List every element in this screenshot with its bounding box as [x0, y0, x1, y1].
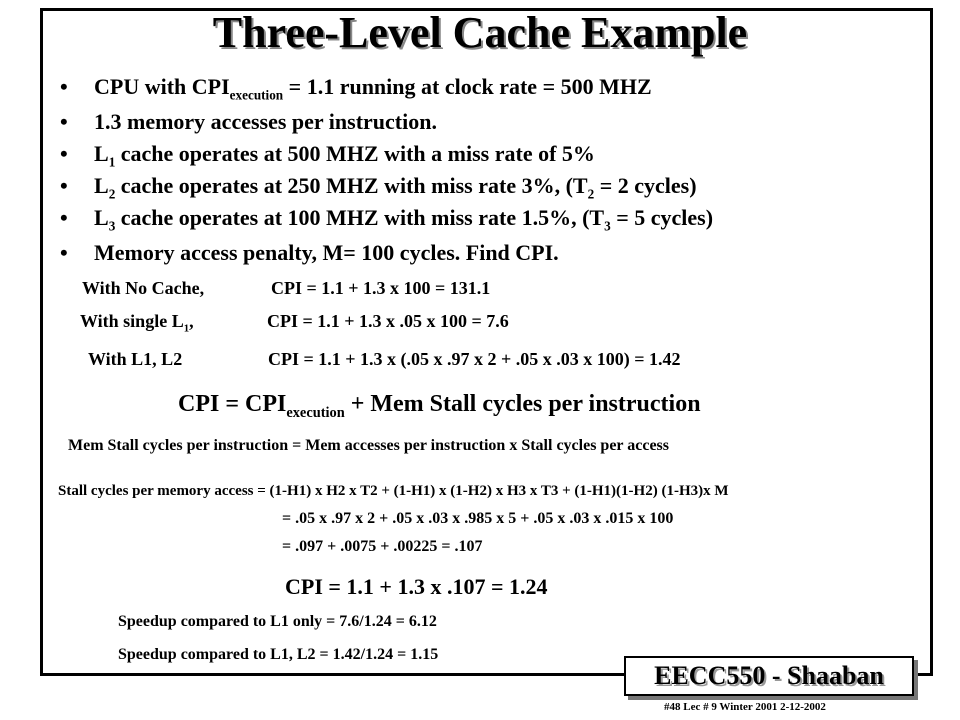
- speedup-l1-l2: Speedup compared to L1, L2 = 1.42/1.24 = 1.15: [118, 646, 439, 663]
- final-cpi: CPI = 1.1 + 1.3 x .107 = 1.24: [285, 574, 548, 599]
- no-cache-label: With No Cache,: [82, 278, 205, 298]
- bullet-l3: • $L_3$ cache operates at 100 MHZ with miss rate 1.5%, ($T_3 = 5$ cycles): [60, 205, 714, 234]
- stall-cycles-formula: Stall cycles per memory access = (1-H1) x H2 x T2 + (1-H1) x (1-H2) x H3 x T3 + (1-H1)(1-H2) (1-H3)x M: [58, 483, 729, 499]
- cpi-formula: CPI = $CPI_{execution}$ + Mem Stall cycles per instruction: [178, 391, 701, 421]
- course-badge: EECC550 - Shaaban: [624, 656, 914, 696]
- stall-cycles-values: = .05 x .97 x 2 + .05 x .03 x .985 x 5 + .05 x .03 x .015 x 100: [282, 510, 674, 527]
- speedup-l1-only: Speedup compared to L1 only = 7.6/1.24 = 6.12: [118, 613, 437, 630]
- stall-cycles-result: = .097 + .0075 + .00225 = .107: [282, 538, 483, 555]
- bullet-mem-accesses: • 1.3 memory accesses per instruction.: [60, 109, 437, 134]
- mem-stall-formula: Mem Stall cycles per instruction = Mem accesses per instruction x Stall cycles per access: [68, 437, 669, 454]
- single-l1-expr: CPI = 1.1 + 1.3 x .05 x 100 = 7.6: [267, 311, 509, 331]
- l1-l2-expr: CPI = 1.1 + 1.3 x (.05 x .97 x 2 + .05 x .03 x 100) = 1.42: [268, 349, 681, 369]
- bullet-memory-penalty: • Memory access penalty, M= 100 cycles. Find CPI.: [60, 240, 559, 265]
- bullet-l2: • $L_2$ cache operates at 250 MHZ with miss rate 3%, ($T_2 = 2$ cycles): [60, 173, 697, 202]
- l1-l2-label: With L1, L2: [88, 349, 183, 369]
- slide-footer: #48 Lec # 9 Winter 2001 2-12-2002: [664, 701, 826, 713]
- single-l1-label: With single $L_1$,: [80, 311, 194, 335]
- slide-title: Three-Level Cache Example: [212, 8, 748, 57]
- bullet-l1: • $L_1$ cache operates at 500 MHZ with a miss rate of 5%: [60, 141, 595, 170]
- bullet-cpi: • CPU with $CPI_{execution} = 1.1$ running at clock rate = 500 MHZ: [60, 74, 652, 103]
- no-cache-expr: CPI = 1.1 + 1.3 x 100 = 131.1: [271, 278, 491, 298]
